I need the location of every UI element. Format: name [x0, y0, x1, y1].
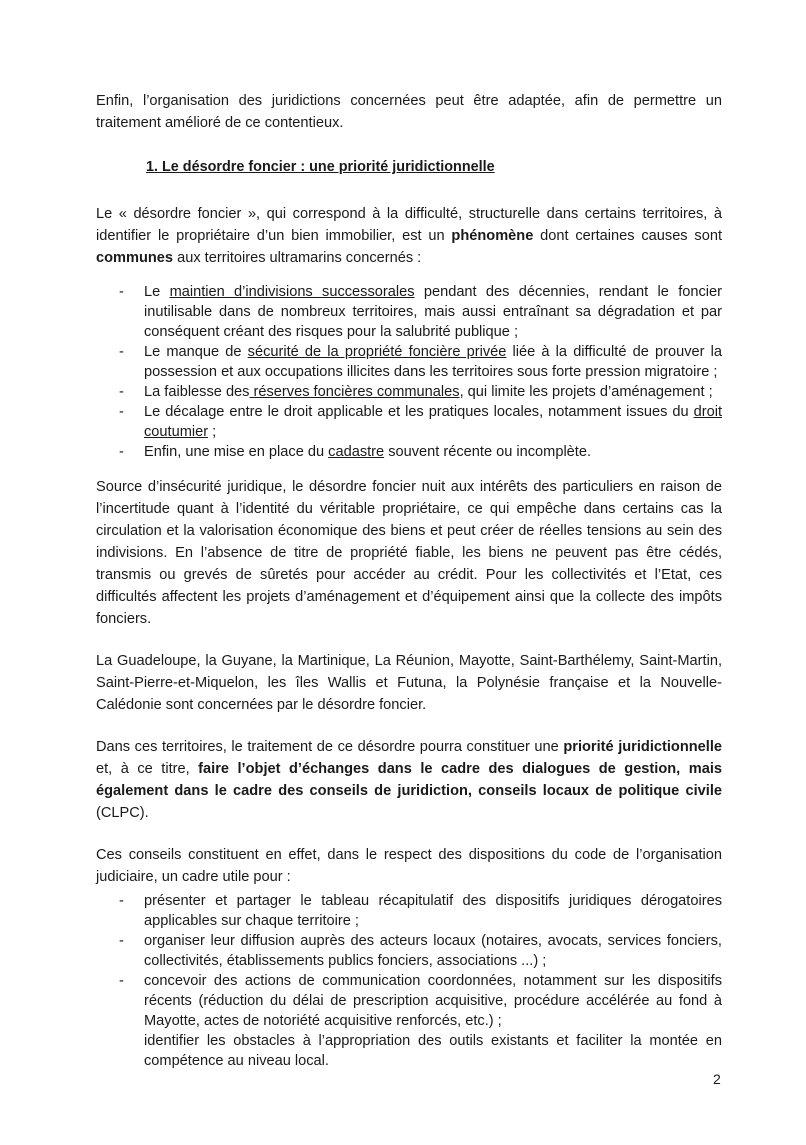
paragraph-priorite: Dans ces territoires, le traitement de ce désordre pourra constituer une priorité juridictionnelle et, à ce titre, faire l’objet d’échanges dans le cadre des dialogues de gestion, mais également dans le cadre des conseils de juridiction, conseils locaux de politique civile (CLPC). [96, 739, 722, 821]
paragraph-desordre-foncier: Le « désordre foncier », qui correspond à la difficulté, structurelle dans certains territoires, à identifier le propriétaire d’un bien immobilier, est un phénomène dont certaines causes sont communes aux territoires ultramarins concernés : [96, 206, 722, 266]
dash-bullet: - [119, 284, 124, 300]
dash-bullet: - [119, 973, 124, 989]
list-item: - présenter et partager le tableau récapitulatif des dispositifs juridiques dérogatoires applicables sur chaque territoire ; [119, 893, 722, 929]
list-item: - Enfin, une mise en place du cadastre souvent récente ou incomplète. [119, 444, 592, 460]
list-item: - Le maintien d’indivisions successorales pendant des décennies, rendant le foncier inutilisable dans de nombreux territoires, mais aussi entraînant sa dégradation et par conséquent créant des risques pour la salubrité publique ; [119, 284, 723, 340]
section-heading-text: 1. Le désordre foncier : une priorité juridictionnelle [146, 159, 495, 175]
document-body [96, 90, 722, 1071]
dash-bullet: - [119, 444, 124, 460]
paragraph-conseils: Ces conseils constituent en effet, dans le respect des dispositions du code de l’organisation judiciaire, un cadre utile pour : [96, 847, 722, 885]
list-item: - Le manque de sécurité de la propriété foncière privée liée à la difficulté de prouver la possession et aux occupations illicites dans les territoires sous forte pression migratoire ; [119, 344, 722, 380]
dash-bullet: - [119, 893, 124, 909]
actions-list [96, 891, 722, 1031]
list-item: - concevoir des actions de communication coordonnées, notamment sur les dispositifs récents (réduction du délai de prescription acquisitive, procédure accélérée au fond à Mayotte, actes de notoriété acquisitive renforcés, etc.) ; [119, 973, 722, 1029]
paragraph-territoires: La Guadeloupe, la Guyane, la Martinique, La Réunion, Mayotte, Saint-Barthélemy, Saint-Martin, Saint-Pierre-et-Miquelon, les îles Wallis et Futuna, la Polynésie française et la Nouvelle-Calédonie sont concernées par le désordre foncier. [96, 653, 722, 713]
list-item: - organiser leur diffusion auprès des acteurs locaux (notaires, avocats, services fonciers, collectivités, établissements publics fonciers, associations ...) ; [119, 933, 722, 969]
dash-bullet: - [119, 384, 124, 400]
dash-bullet: - [119, 933, 124, 949]
paragraph-insecurite: Source d’insécurité juridique, le désordre foncier nuit aux intérêts des particuliers en raison de l’incertitude quant à l’identité du véritable propriétaire, ce qui empêche dans certains cas la circulation et la valorisation économique des biens et peut créer de réelles tensions au sein des indivisions. En l’absence de titre de propriété fiable, les biens ne peuvent pas être cédés, transmis ou grevés de sûretés pour accéder au crédit. Pour les collectivités et l’Etat, ces difficultés affectent les projets d’aménagement et d’équipement ainsi que la collecte des impôts fonciers. [96, 479, 722, 627]
list-continuation: identifier les obstacles à l’appropriation des outils existants et faciliter la montée en compétence au niveau local. [144, 1033, 722, 1069]
section-heading [96, 156, 722, 178]
intro-paragraph: Enfin, l’organisation des juridictions concernées peut être adaptée, afin de permettre un traitement amélioré de ce contentieux. [96, 93, 722, 131]
list-item: - Le décalage entre le droit applicable et les pratiques locales, notamment issues du droit coutumier ; [119, 404, 722, 440]
causes-list [96, 282, 722, 462]
page-number: 2 [713, 1071, 721, 1087]
list-item: - La faiblesse des réserves foncières communales, qui limite les projets d’aménagement ; [119, 384, 713, 400]
dash-bullet: - [119, 344, 124, 360]
dash-bullet: - [119, 404, 124, 420]
